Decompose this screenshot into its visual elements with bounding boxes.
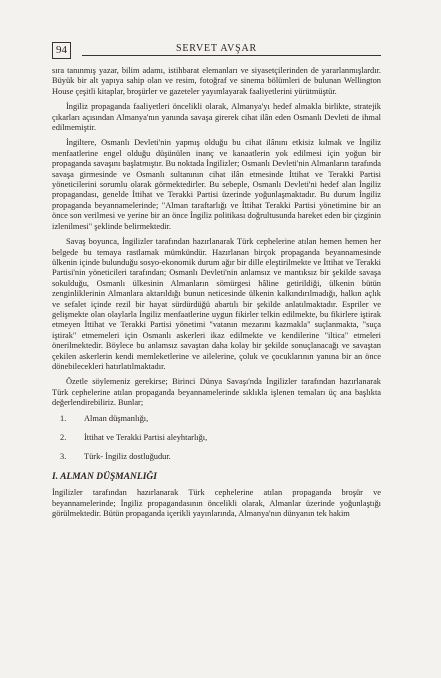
list-text: Alman düşmanlığı, (84, 413, 149, 423)
page-number: 94 (52, 42, 71, 59)
list-item (60, 433, 381, 443)
section-heading: I. ALMAN DÜŞMANLIĞI (52, 471, 157, 482)
paragraph: İngilizler tarafından hazırlanarak Türk cephelerine atılan propaganda broşür ve beyannamelerinde; İngiliz propagandasının öncelikli olarak, Almanlar üzerinde yoğunlaştığı görülmektedir. Bütün propaganda içerikli yayınlarında, Almanya'nın dünyanın tek hakim (52, 488, 381, 519)
list-number: 3. (60, 452, 67, 462)
list-item (60, 452, 381, 462)
list-text: Türk- İngiliz dostluğudur. (84, 452, 171, 462)
list-text: İttihat ve Terakki Partisi aleyhtarlığı, (84, 433, 208, 442)
page-header (52, 42, 381, 62)
list-number: 2. (60, 433, 67, 442)
paragraph: İngiliz propaganda faaliyetleri öncelikli olarak, Almanya'yı hedef almakla birlikte, stratejik çıkarları açısından Almanya'nın yanında savaşa girerek cihat ilân eden Osmanlı Devleti de ihmal edilmemiştir. (52, 102, 381, 133)
paragraph: Savaş boyunca, İngilizler tarafından hazırlanarak Türk cephelerine atılan hemen hemen her belgede bu temaya rastlamak mümkündür. Hazırlanan birçok propaganda beyannamesinde ülkenin içinde bulunduğu sosyo-ekonomik durum ağır bir dille eleştirilmekte ve İttihat ve Terakki Partisi'nin yöneticileri tarafından; Osmanlı Devleti'nin anlamsız ve mantıksız bir şekilde savaşa sokulduğu, Osmanlı ülkesinin Almanların sömürgesi hâline getirildiği, ülkenin bütün zenginliklerinin Almanlara aktarıldığı bunun neticesinde ülkenin kalkındırılmadığı, halkın açlık ve sefalet içinde rezil bir hayat sürdürdüğü abartılı bir şekilde anlatılmaktadır. Espriler ve gelişmekte olan olaylarla İngiliz menfaatlerine uygun fikirler telkin edilmekte, bu fikirlere iştirak etmeyen İttihat ve Terakki Partisi yönetimi "vatanın mezarını kazmakla" suçlanmakta, "suça iştirak" etmemeleri için Osmanlı askerleri ikaz edilmekte ve kendilerine "iltica" etmeleri önerilmektedir. Böylece bu anlamsız savaştan daha kolay bir şekilde sonuçlanacağı ve savaştan çekilen askerlerin kendi memleketlerine ve ailelerine, çoluk ve çocuklarının yanına bir an önce dönebilecekleri hatırlatılmaktadır. (52, 237, 381, 371)
paragraph: Özetle söylemeniz gerekirse; Birinci Dünya Savaşı'nda İngilizler tarafından hazırlanarak Türk cephelerine atılan propaganda beyannamelerinde sıklıkla işlenen temaları üç ana başlıkta değerlendirebiliriz. Bunlar; (52, 377, 381, 408)
paragraph: İngiltere, Osmanlı Devleti'nin yapmış olduğu bu cihat ilânını etkisiz kılmak ve İngiliz menfaatlerine engel olduğu düşünülen inanç ve kanaatlerin yok edilmesi için yoğun bir propaganda savaşını başlatmıştır. Bu noktada İngilizler; Osmanlı Devleti'nin Almanların tarafında savaşa girmesinde ve Osmanlı sultanının cihat ilân etmesinde İttihat ve Terakki Partisi yöneticilerini sorumlu olarak görmektedirler. Bu sebeple, Osmanlı Devleti'ni hedef alan İngiliz propagandası, genelde İttihat ve Terakki Partisi üzerinde yoğunlaşmaktadır. Bu durum İngiliz propaganda beyannamelerinde; "Alman taraftarlığı ve İttihat Terakki Partisi yönetimine bir an önce son verilmesi ve yerine bir an önce İngiliz politikası doğrultusunda hareket eden bir çizginin izlenilmesi" şeklinde belirmektedir. (52, 138, 381, 231)
header-rule (82, 55, 381, 56)
list-number: 1. (60, 413, 67, 423)
running-head: SERVET AVŞAR (176, 43, 257, 54)
paragraph: sıra tanınmış yazar, bilim adamı, istihbarat elemanları ve siyasetçilerinden de yararlanmışlardır. Büyük bir alt yapıya sahip olan ve resim, fotoğraf ve sinema bölümleri de bulunan Wellington House çeşitli kitaplar, broşürler ve gazeteler yayımlayarak faaliyetlerini yürütmüştür. (52, 66, 381, 96)
list-item (60, 414, 381, 424)
theme-list (52, 414, 381, 463)
body-text (52, 66, 381, 524)
